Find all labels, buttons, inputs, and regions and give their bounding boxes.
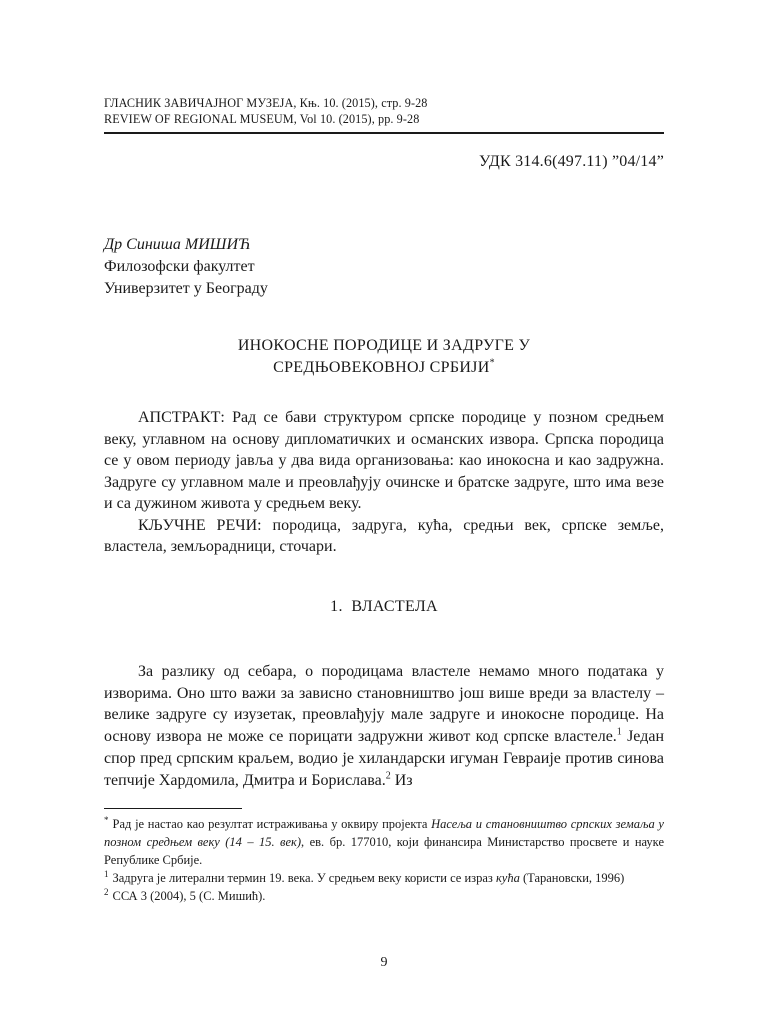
keywords-text: породица, задруга, кућа, средњи век, српске земље, властела, земљорадници, сточари.	[104, 516, 664, 555]
footnote-star-mark: *	[104, 814, 109, 825]
section-title: ВЛАСТЕЛА	[351, 598, 438, 615]
keywords-paragraph	[104, 515, 664, 558]
footnote-2-text: ССА 3 (2004), 5 (С. Мишић).	[112, 889, 266, 903]
footnote-star-text-b: , ев. бр. 177010, који финансира Министарство просвете и науке Републике Србије.	[104, 835, 664, 867]
author-university: Универзитет у Београду	[104, 280, 268, 297]
footnote-1-text-a: Задруга је литерални термин 19. века. У средњем веку користи се израз	[112, 871, 496, 885]
footnote-ref-2: 2	[385, 770, 391, 782]
body-paragraph-text	[104, 661, 664, 791]
abstract-paragraph	[104, 407, 664, 515]
body-text-part-1: За разлику од себара, о породицама властеле немамо много података у изворима. Оно што важи за зависно становништво још више вреди за властелу – велике задруге су изузетак, преовлађују мале задруге и инокосне породице. На основу извора не може се порицати задружни живот код српске властеле.	[104, 663, 664, 746]
body-paragraph	[104, 661, 664, 791]
footnote-star	[104, 815, 664, 869]
header-divider	[104, 132, 664, 134]
abstract-text: Рад се бави структуром српске породице у позном средњем веку, углавном на основу дипломатичких и османских извора. Српска породица се у овом периоду јавља у два вида организовања: као инокосна и као задружна. Задруге су углавном мале и преовлађују очинске и братске задруге, што има везе и са дужином живота у средњем веку.	[104, 409, 665, 512]
journal-citation-serbian: ГЛАСНИК ЗАВИЧАЈНОГ МУЗЕЈА, Књ. 10. (2015), стр. 9-28	[104, 96, 428, 110]
title-line-1: ИНОКОСНЕ ПОРОДИЦЕ И ЗАДРУГЕ У	[237, 337, 531, 354]
keywords-label: КЉУЧНЕ РЕЧИ:	[138, 516, 262, 534]
journal-citation-english: REVIEW OF REGIONAL MUSEUM, Vol 10. (2015), pp. 9-28	[104, 112, 420, 126]
footnote-2-mark: 2	[104, 886, 109, 897]
abstract-block	[104, 407, 664, 558]
footnote-divider	[104, 808, 242, 809]
footnote-star-text-a: Рад је настао као резултат истраживања у оквиру пројекта	[112, 817, 432, 831]
footnote-star-project-title: Насеља и становништво српских земаља у позном средњем веку (14 – 15. век)	[104, 817, 664, 849]
section-heading	[104, 598, 664, 616]
running-header	[104, 95, 664, 127]
page-number: 9	[380, 955, 388, 970]
footnote-1-mark: 1	[104, 868, 109, 879]
title-line-2-text: СРЕДЊОВЕКОВНОЈ СРБИЈИ	[273, 359, 490, 376]
author-block	[104, 234, 268, 300]
footnotes	[104, 815, 664, 905]
footnote-1-text-b: (Тарановски, 1996)	[519, 871, 625, 885]
title-footnote-mark: *	[489, 357, 495, 369]
footnote-1-term: кућа	[495, 871, 520, 885]
body-text-part-2: Један спор пред српским краљем, водио је хиландарски игуман Гевраије против синова тепчије Хардомила, Дмитра и Борислава.	[104, 728, 665, 789]
body-text-part-3: Из	[390, 771, 413, 789]
author-name: Др Синиша МИШИЋ	[104, 236, 251, 253]
paper-title	[104, 335, 664, 379]
section-number: 1.	[330, 598, 343, 615]
abstract-label: АПСТРАКТ:	[138, 409, 225, 426]
footnote-ref-1: 1	[616, 726, 622, 738]
title-line-2	[104, 357, 664, 379]
author-faculty: Филозофски факултет	[104, 258, 255, 275]
footnote-2	[104, 887, 664, 905]
udk-classification: УДК 314.6(497.11) ”04/14”	[478, 153, 664, 170]
footnote-1	[104, 869, 664, 887]
